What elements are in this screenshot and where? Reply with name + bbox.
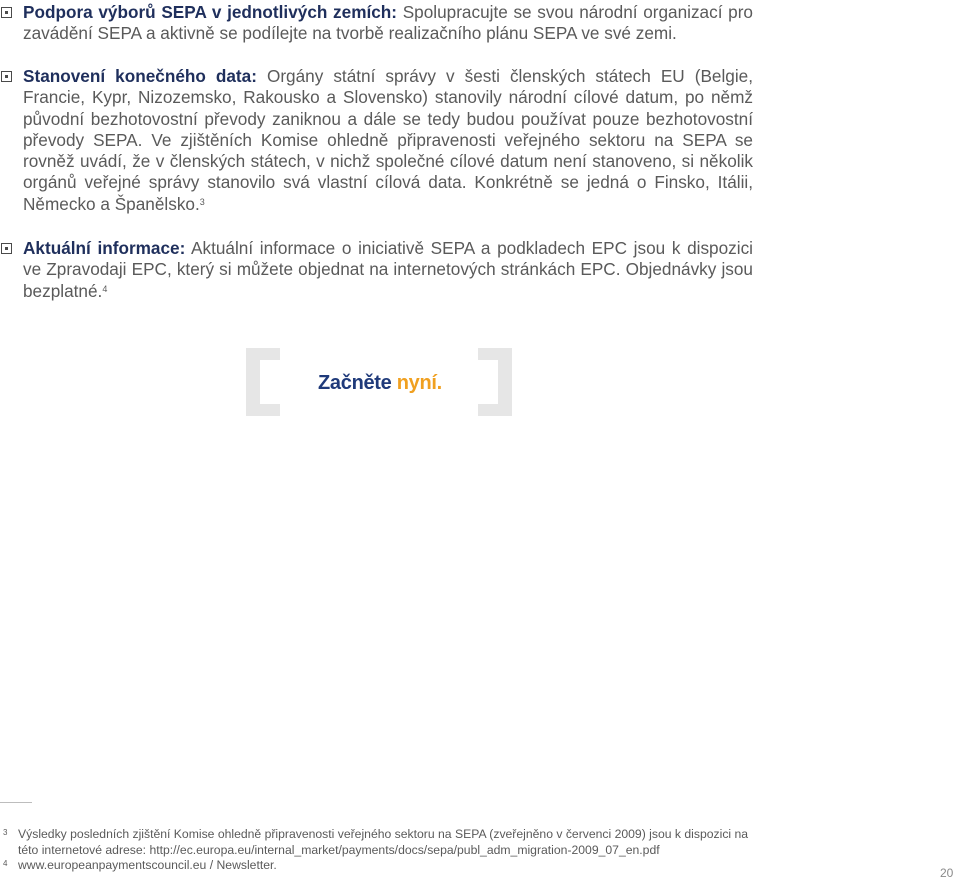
paragraph <box>23 2 753 45</box>
paragraph-lead: Stanovení konečného data: <box>23 66 257 86</box>
right-bracket-graphic <box>478 348 512 416</box>
footnote-text: Výsledky posledních zjištění Komise ohledně připravenosti veřejného sektoru na SEPA (zveřejněno v červenci 2009) jsou k dispozici na této internetové adrese: http://ec.europa.eu/internal_market/payments/docs/sepa/publ_adm_migration-2009_07_en.pdf <box>18 827 749 857</box>
page-number: 20 <box>940 866 954 880</box>
footnote-text: www.europeanpaymentscouncil.eu / Newsletter. <box>18 858 277 872</box>
footnote-ref[interactable]: 3 <box>199 196 205 207</box>
paragraph-lead: Podpora výborů SEPA v jednotlivých zemích: <box>23 2 398 22</box>
start-now-banner <box>246 348 512 418</box>
footnote-divider <box>0 802 32 803</box>
paragraph-lead: Aktuální informace: <box>23 238 186 258</box>
paragraph <box>23 238 753 302</box>
start-now-part1: Začněte <box>318 372 397 394</box>
square-bullet-icon <box>1 243 12 254</box>
paragraph-text: Orgány státní správy v šesti členských státech EU (Belgie, Francie, Kypr, Nizozemsko, Rakousko a Slovensko) stanovily národní cílové datum, po němž původní bezhotovostní převody zaniknou a dále se tedy budou používat pouze bezhotovostní převody SEPA. Ve zjištěních Komise ohledně připravenosti veřejného sektoru na SEPA se rovněž uvádí, že v členských státech, v nichž společné cílové datum není stanoveno, si několik orgánů veřejné správy stanovilo svá vlastní cílová data. Konkrétně se jedná o Finsko, Itálii, Německo a Španělsko. <box>23 66 754 214</box>
square-bullet-icon <box>1 7 12 18</box>
footnote-ref[interactable]: 4 <box>102 283 108 294</box>
start-now-part2: nyní. <box>396 372 442 394</box>
footnote-number: 3 <box>3 828 8 837</box>
square-bullet-icon <box>1 71 12 82</box>
left-bracket-graphic <box>246 348 280 416</box>
footnote-number: 4 <box>3 859 8 868</box>
paragraph <box>23 66 753 215</box>
start-now-text <box>318 372 442 395</box>
paragraph-text: Spolupracujte se svou národní organizací pro zavádění SEPA a aktivně se podílejte na tvorbě realizačního plánu SEPA ve své zemi. <box>23 2 753 44</box>
paragraph-text: Aktuální informace o iniciativě SEPA a podkladech EPC jsou k dispozici ve Zpravodaji EPC, který si můžete objednat na internetových stránkách EPC. Objednávky jsou bezplatné. <box>23 238 753 301</box>
